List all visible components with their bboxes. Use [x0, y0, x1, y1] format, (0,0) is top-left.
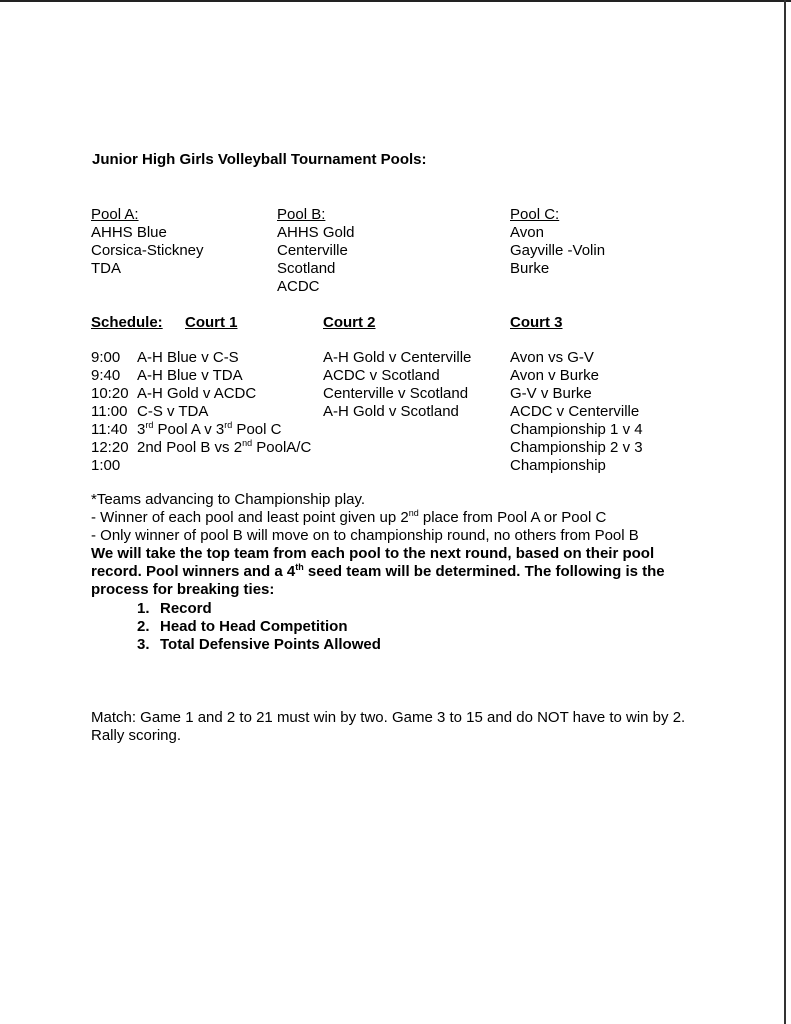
pool-c: [510, 206, 605, 278]
court-1-match: A-H Blue v TDA: [137, 367, 243, 384]
court-3-match: Championship 2 v 3: [510, 439, 643, 456]
pool-a-team: AHHS Blue: [91, 224, 167, 241]
tiebreak-intro: We will take the top team from each pool to the next round, based on their pool record. Pool winners and a 4th seed team will be determined. The following is the process for breaking ties:: [91, 545, 665, 598]
court-3-match: Championship 1 v 4: [510, 421, 643, 438]
pool-b: [277, 206, 355, 296]
winner-note: - Winner of each pool and least point given up 2nd place from Pool A or Pool C: [91, 508, 607, 526]
court-1-match: C-S v TDA: [137, 403, 209, 420]
court-3-match: Avon v Burke: [510, 367, 599, 384]
court-2-match: Centerville v Scotland: [323, 385, 469, 402]
pool-a-label: Pool A:: [91, 206, 139, 223]
pool-b-team: AHHS Gold: [277, 224, 355, 241]
court-3-match: G-V v Burke: [510, 385, 592, 402]
court-3-match: Avon vs G-V: [510, 349, 594, 366]
court-1-match: 3rd Pool A v 3rd Pool C: [137, 420, 282, 438]
schedule-time: 9:00: [91, 349, 121, 366]
scan-edge-right: [784, 0, 786, 1024]
tiebreaker-item: 2. Head to Head Competition: [137, 618, 348, 635]
pool-b-team: Scotland: [277, 260, 336, 277]
advancing-note: *Teams advancing to Championship play.: [91, 491, 366, 508]
schedule-time: 12:20: [91, 439, 129, 456]
pool-a: [91, 206, 204, 278]
pool-a-team: TDA: [91, 260, 121, 277]
match-rules: Match: Game 1 and 2 to 21 must win by two. Game 3 to 15 and do NOT have to win by 2. Rally scoring.: [91, 709, 686, 744]
schedule-time: 1:00: [91, 457, 121, 474]
schedule-label: Schedule:: [91, 314, 163, 331]
court-1-match: A-H Blue v C-S: [137, 349, 239, 366]
schedule-time: 10:20: [91, 385, 129, 402]
pool-c-team: Gayville -Volin: [510, 242, 606, 259]
tiebreaker-list: [137, 600, 381, 654]
court-2-match: ACDC v Scotland: [323, 367, 440, 384]
pool-b-team: Centerville: [277, 242, 348, 259]
pool-c-label: Pool C:: [510, 206, 560, 223]
notes-section: [91, 491, 691, 599]
court-3-match: Championship: [510, 457, 606, 474]
court-1-match: A-H Gold v ACDC: [137, 385, 257, 402]
pool-a-team: Corsica-Stickney: [91, 242, 204, 259]
court-3-header: Court 3: [510, 314, 563, 331]
schedule-time: 9:40: [91, 367, 121, 384]
pool-c-team: Avon: [510, 224, 544, 241]
court-2-match: A-H Gold v Centerville: [323, 349, 472, 366]
page-title: Junior High Girls Volleyball Tournament Pools:: [92, 151, 427, 168]
pool-b-note: - Only winner of pool B will move on to championship round, no others from Pool B: [91, 527, 639, 544]
court-2-match: A-H Gold v Scotland: [323, 403, 459, 420]
court-2-header: Court 2: [323, 314, 376, 331]
schedule-time: 11:00: [91, 403, 128, 420]
scan-edge-top: [0, 0, 791, 2]
court-1-match: 2nd Pool B vs 2nd PoolA/C: [137, 438, 312, 456]
court-1-header: Court 1: [185, 314, 238, 331]
court-3-match: ACDC v Centerville: [510, 403, 640, 420]
pool-b-label: Pool B:: [277, 206, 326, 223]
pool-b-team: ACDC: [277, 278, 320, 295]
tiebreaker-item: 3. Total Defensive Points Allowed: [137, 636, 381, 653]
tiebreaker-item: 1. Record: [137, 600, 212, 617]
schedule-time: 11:40: [91, 421, 128, 438]
pool-c-team: Burke: [510, 260, 550, 277]
